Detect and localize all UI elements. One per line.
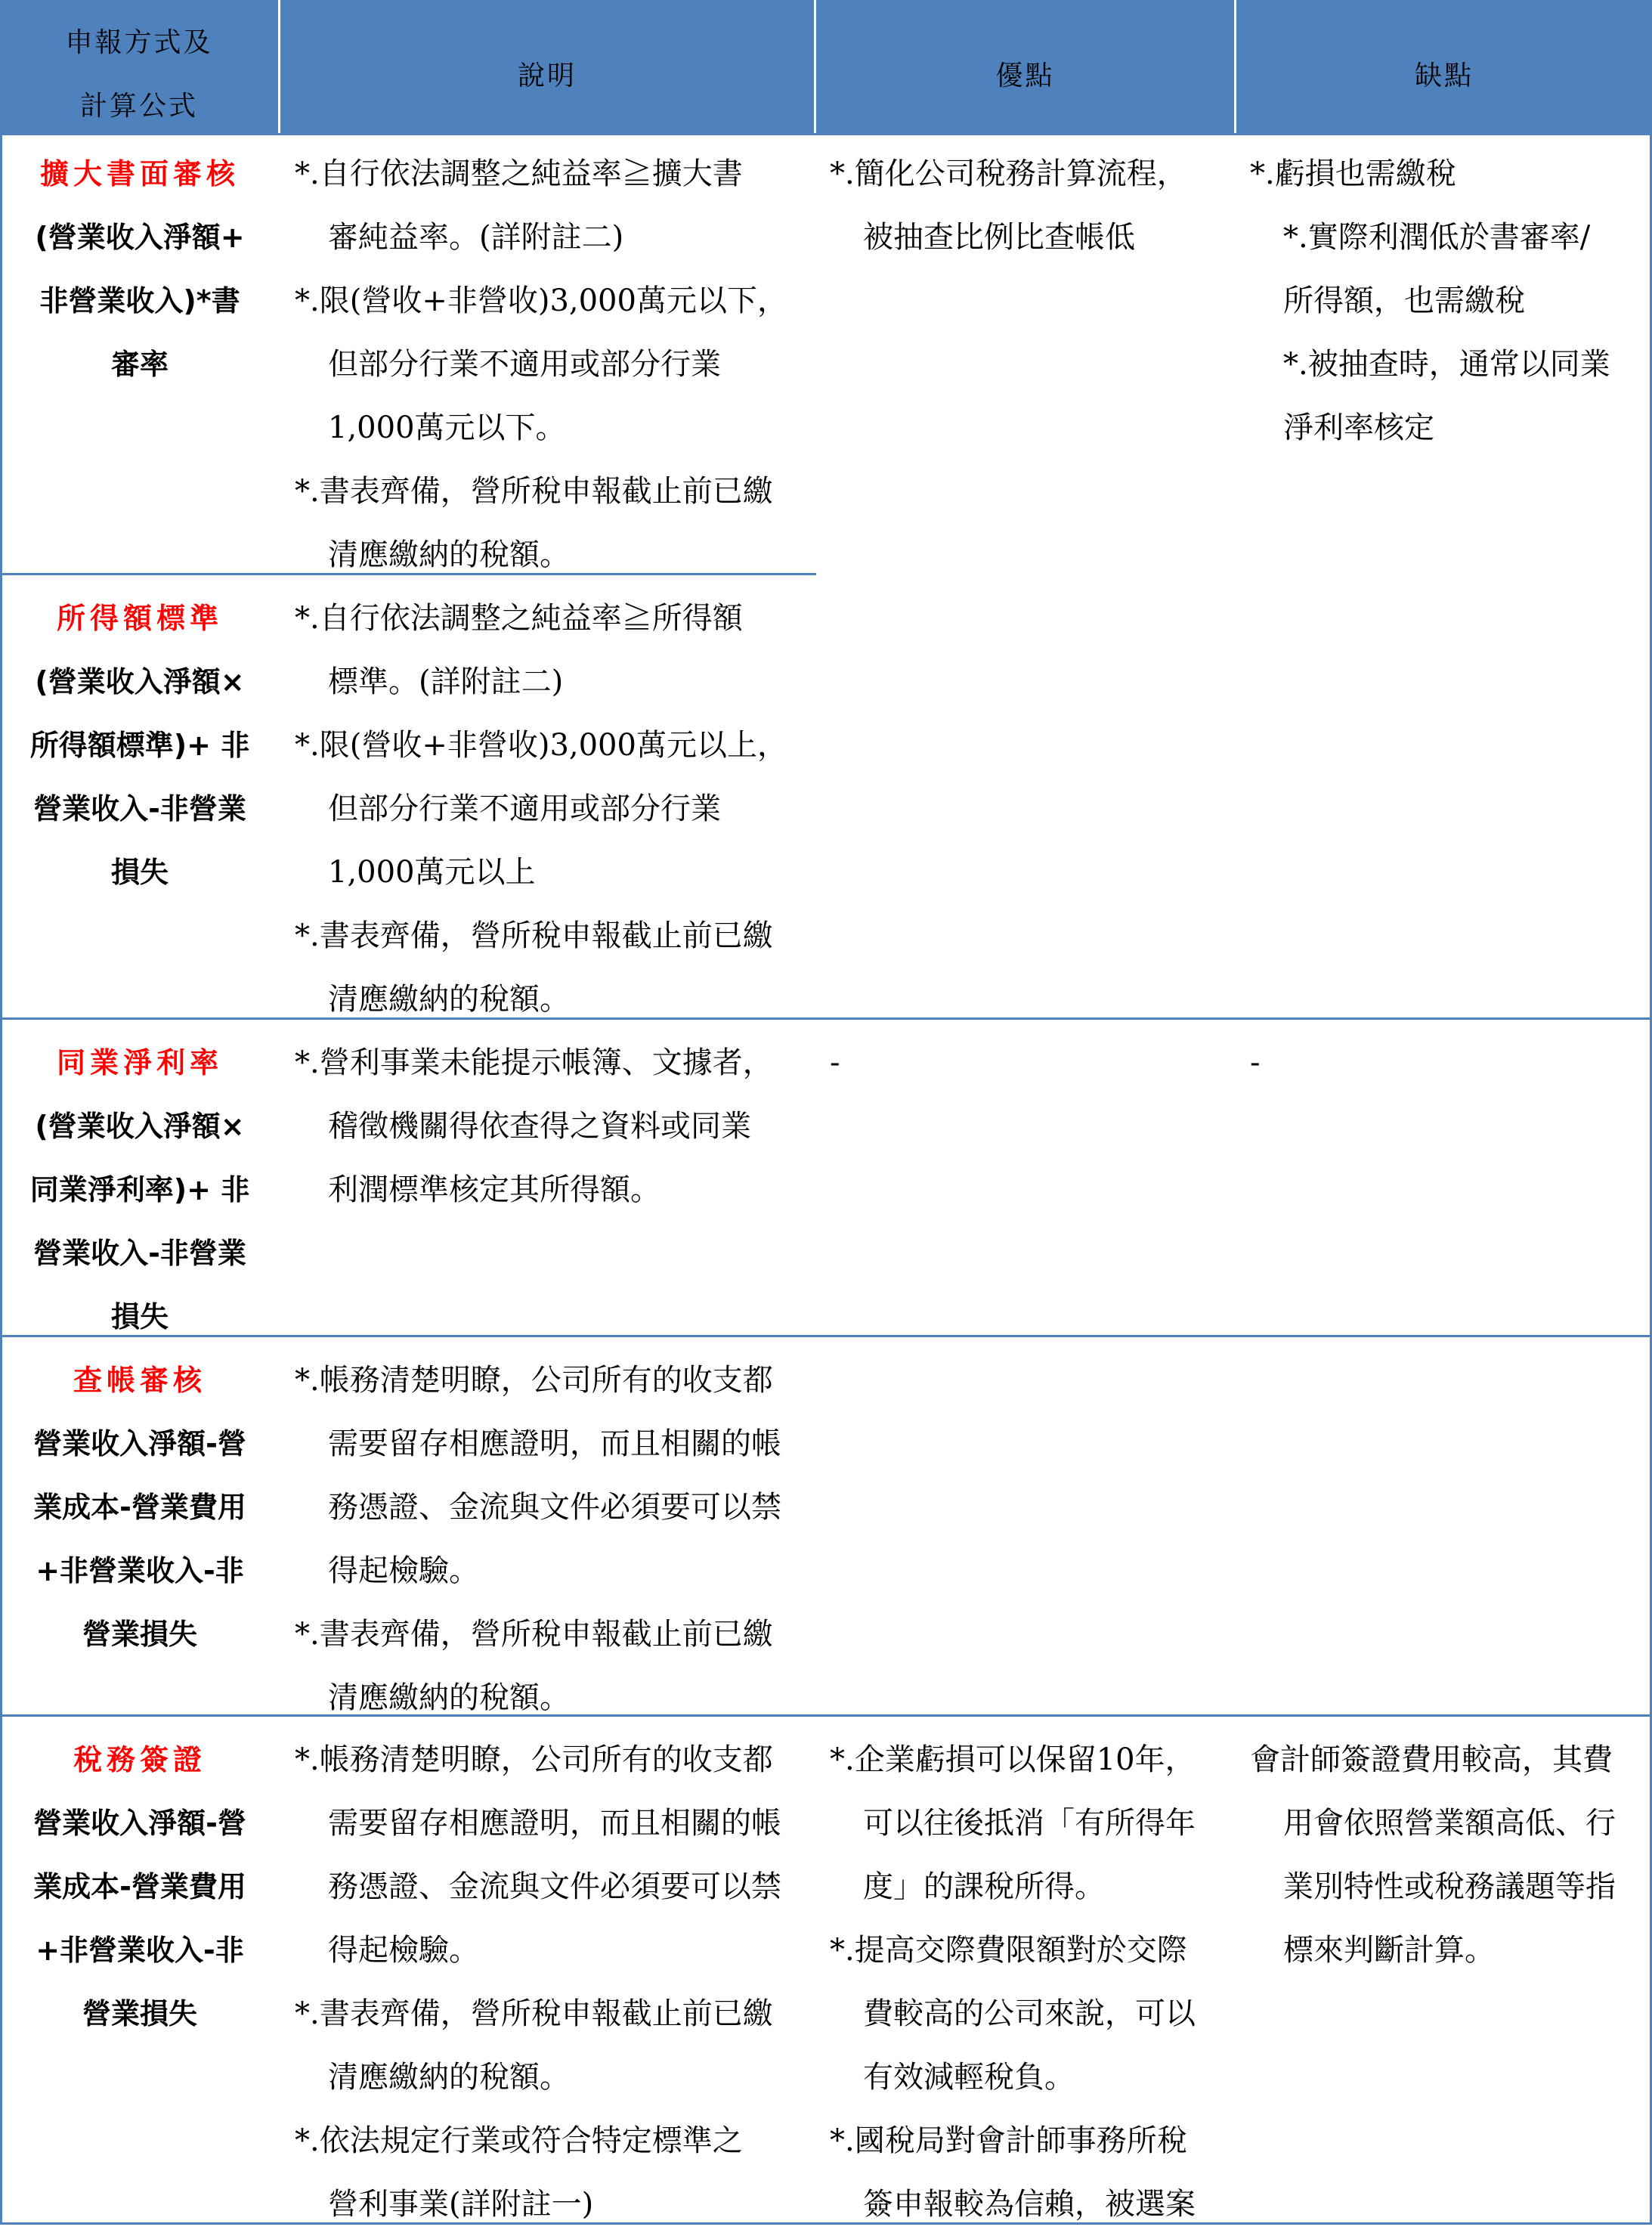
explanation-line: 清應繳納的稅額。 <box>328 1680 570 1715</box>
disadvantages-line: 業別特性或稅務議題等指 <box>1283 1869 1616 1904</box>
row-divider <box>0 1017 1652 1020</box>
method-cell-audit-review <box>0 1349 280 1666</box>
explanation-line: 1,000萬元以下。 <box>328 410 566 445</box>
disadvantages-line: 標來判斷計算。 <box>1283 1933 1495 1968</box>
explanation-line: *.依法規定行業或符合特定標準之 <box>295 2123 743 2158</box>
method-formula-line: 審率 <box>110 348 169 381</box>
advantages-line: 簽申報較為信賴，被選案 <box>863 2187 1196 2222</box>
explanation-line: *.自行依法調整之純益率≧所得額 <box>295 601 743 636</box>
row-divider <box>0 133 1652 135</box>
explanation-line: 得起檢驗。 <box>328 1933 479 1968</box>
method-formula-line: 同業淨利率)+ 非 <box>29 1173 250 1206</box>
explanation-cell <box>295 587 787 1031</box>
advantages-cell <box>830 1031 840 1095</box>
disadvantages-line: 會計師簽證費用較高，其費 <box>1250 1742 1613 1777</box>
header-advantages: 優點 <box>995 60 1055 91</box>
method-formula-line: +非營業收入-非 <box>36 1934 244 1967</box>
method-formula-line: 營業收入-非營業 <box>33 1237 246 1270</box>
disadvantages-line: 所得額，也需繳稅 <box>1283 283 1525 318</box>
method-formula-line: 營業收入-非營業 <box>33 792 246 825</box>
explanation-line: 但部分行業不適用或部分行業 <box>328 347 721 382</box>
disadvantages-line: - <box>1250 1045 1261 1080</box>
explanation-line: 1,000萬元以上 <box>328 855 536 890</box>
explanation-line: *.書表齊備，營所稅申報截止前已繳 <box>295 474 773 509</box>
disadvantages-line: 淨利率核定 <box>1283 410 1434 445</box>
advantages-line: 被抽查比例比查帳低 <box>863 220 1135 255</box>
method-formula-line: 營業損失 <box>82 1618 197 1651</box>
explanation-line: 需要留存相應證明，而且相關的帳 <box>328 1806 781 1841</box>
disadvantages-line: *.被抽查時，通常以同業 <box>1283 347 1610 382</box>
explanation-line: 利潤標準核定其所得額。 <box>328 1172 660 1207</box>
advantages-line: 費較高的公司來說，可以 <box>863 1996 1196 2031</box>
advantages-cell <box>830 142 1187 269</box>
explanation-line: 需要留存相應證明，而且相關的帳 <box>328 1426 781 1461</box>
header-explanation-cell <box>280 0 814 133</box>
method-formula-line: 營業收入淨額-營 <box>33 1427 246 1460</box>
header-method-cell <box>0 0 278 133</box>
row-divider <box>0 1714 1652 1717</box>
explanation-cell <box>295 142 787 587</box>
method-title: 查帳審核 <box>73 1364 206 1397</box>
advantages-line: 有效減輕稅負。 <box>863 2060 1075 2095</box>
disadvantages-line: *.虧損也需繳稅 <box>1250 156 1456 191</box>
explanation-line: *.帳務清楚明瞭，公司所有的收支都 <box>295 1742 773 1777</box>
explanation-line: 務憑證、金流與文件必須要可以禁 <box>328 1490 781 1525</box>
method-formula-line: 業成本-營業費用 <box>33 1870 246 1903</box>
explanation-line: 標準。(詳附註二) <box>328 664 564 699</box>
method-cell-industry-profit-rate <box>0 1031 280 1349</box>
method-formula-line: 所得額標準)+ 非 <box>29 729 250 762</box>
header-disadvantages: 缺點 <box>1414 60 1474 91</box>
explanation-line: 得起檢驗。 <box>328 1553 479 1588</box>
explanation-cell <box>295 1349 781 1730</box>
disadvantages-cell <box>1250 142 1610 460</box>
method-formula-line: +非營業收入-非 <box>36 1554 244 1587</box>
explanation-line: 營利事業(詳附註一) <box>328 2187 594 2222</box>
method-formula-line: 損失 <box>110 1300 169 1333</box>
header-method-line2: 計算公式 <box>79 91 198 122</box>
explanation-line: 清應繳納的稅額。 <box>328 2060 570 2095</box>
header-method-line1: 申報方式及 <box>65 27 213 58</box>
explanation-line: *.書表齊備，營所稅申報截止前已繳 <box>295 918 773 953</box>
explanation-line: *.營利事業未能提示帳簿、文據者， <box>295 1045 773 1080</box>
method-title: 所得額標準 <box>56 602 223 635</box>
method-formula-line: 營業損失 <box>82 1997 197 2030</box>
explanation-line: 務憑證、金流與文件必須要可以禁 <box>328 1869 781 1904</box>
method-formula-line: 損失 <box>110 856 169 889</box>
method-cell-expanded-review <box>0 142 280 396</box>
advantages-line: *.企業虧損可以保留10年， <box>830 1742 1196 1777</box>
advantages-cell <box>830 1728 1196 2236</box>
advantages-line: 可以往後抵消「有所得年 <box>863 1806 1196 1841</box>
method-formula-line: 業成本-營業費用 <box>33 1491 246 1524</box>
method-title: 擴大書面審核 <box>39 157 240 190</box>
explanation-line: 清應繳納的稅額。 <box>328 982 570 1017</box>
explanation-line: 清應繳納的稅額。 <box>328 537 570 572</box>
explanation-line: 審純益率。(詳附註二) <box>328 220 624 255</box>
explanation-line: *.書表齊備，營所稅申報截止前已繳 <box>295 1617 773 1652</box>
explanation-line: 但部分行業不適用或部分行業 <box>328 791 721 826</box>
advantages-line: *.簡化公司稅務計算流程， <box>830 156 1187 191</box>
explanation-line: *.帳務清楚明瞭，公司所有的收支都 <box>295 1363 773 1398</box>
method-formula-line: (營業收入淨額× <box>35 1110 245 1143</box>
row-divider <box>0 2222 1652 2225</box>
advantages-line: 度」的課稅所得。 <box>863 1869 1105 1904</box>
method-title: 同業淨利率 <box>56 1046 223 1079</box>
method-formula-line: (營業收入淨額+ <box>35 221 245 254</box>
method-formula-line: (營業收入淨額× <box>35 665 245 698</box>
method-title: 稅務簽證 <box>73 1743 206 1776</box>
explanation-cell <box>295 1031 773 1222</box>
method-formula-line: 營業收入淨額-營 <box>33 1807 246 1840</box>
explanation-cell <box>295 1728 781 2236</box>
disadvantages-cell <box>1250 1728 1616 1982</box>
explanation-line: *.書表齊備，營所稅申報截止前已繳 <box>295 1996 773 2031</box>
method-cell-tax-certification <box>0 1728 280 2046</box>
header-explanation: 說明 <box>517 60 577 91</box>
explanation-line: 稽徵機關得依查得之資料或同業 <box>328 1109 751 1144</box>
explanation-line: *.自行依法調整之純益率≧擴大書 <box>295 156 743 191</box>
disadvantages-line: *.實際利潤低於書審率/ <box>1283 220 1591 255</box>
header-disadvantages-cell <box>1236 0 1652 133</box>
advantages-line: *.國稅局對會計師事務所稅 <box>830 2123 1187 2158</box>
explanation-line: *.限(營收+非營收)3,000萬元以上， <box>295 728 787 763</box>
method-formula-line: 非營業收入)*書 <box>39 284 240 317</box>
header-advantages-cell <box>816 0 1234 133</box>
advantages-line: - <box>830 1045 840 1080</box>
advantages-line: *.提高交際費限額對於交際 <box>830 1933 1187 1968</box>
disadvantages-line: 用會依照營業額高低、行 <box>1283 1806 1616 1841</box>
disadvantages-cell <box>1250 1031 1261 1095</box>
method-cell-income-standard <box>0 587 280 904</box>
explanation-line: *.限(營收+非營收)3,000萬元以下， <box>295 283 787 318</box>
